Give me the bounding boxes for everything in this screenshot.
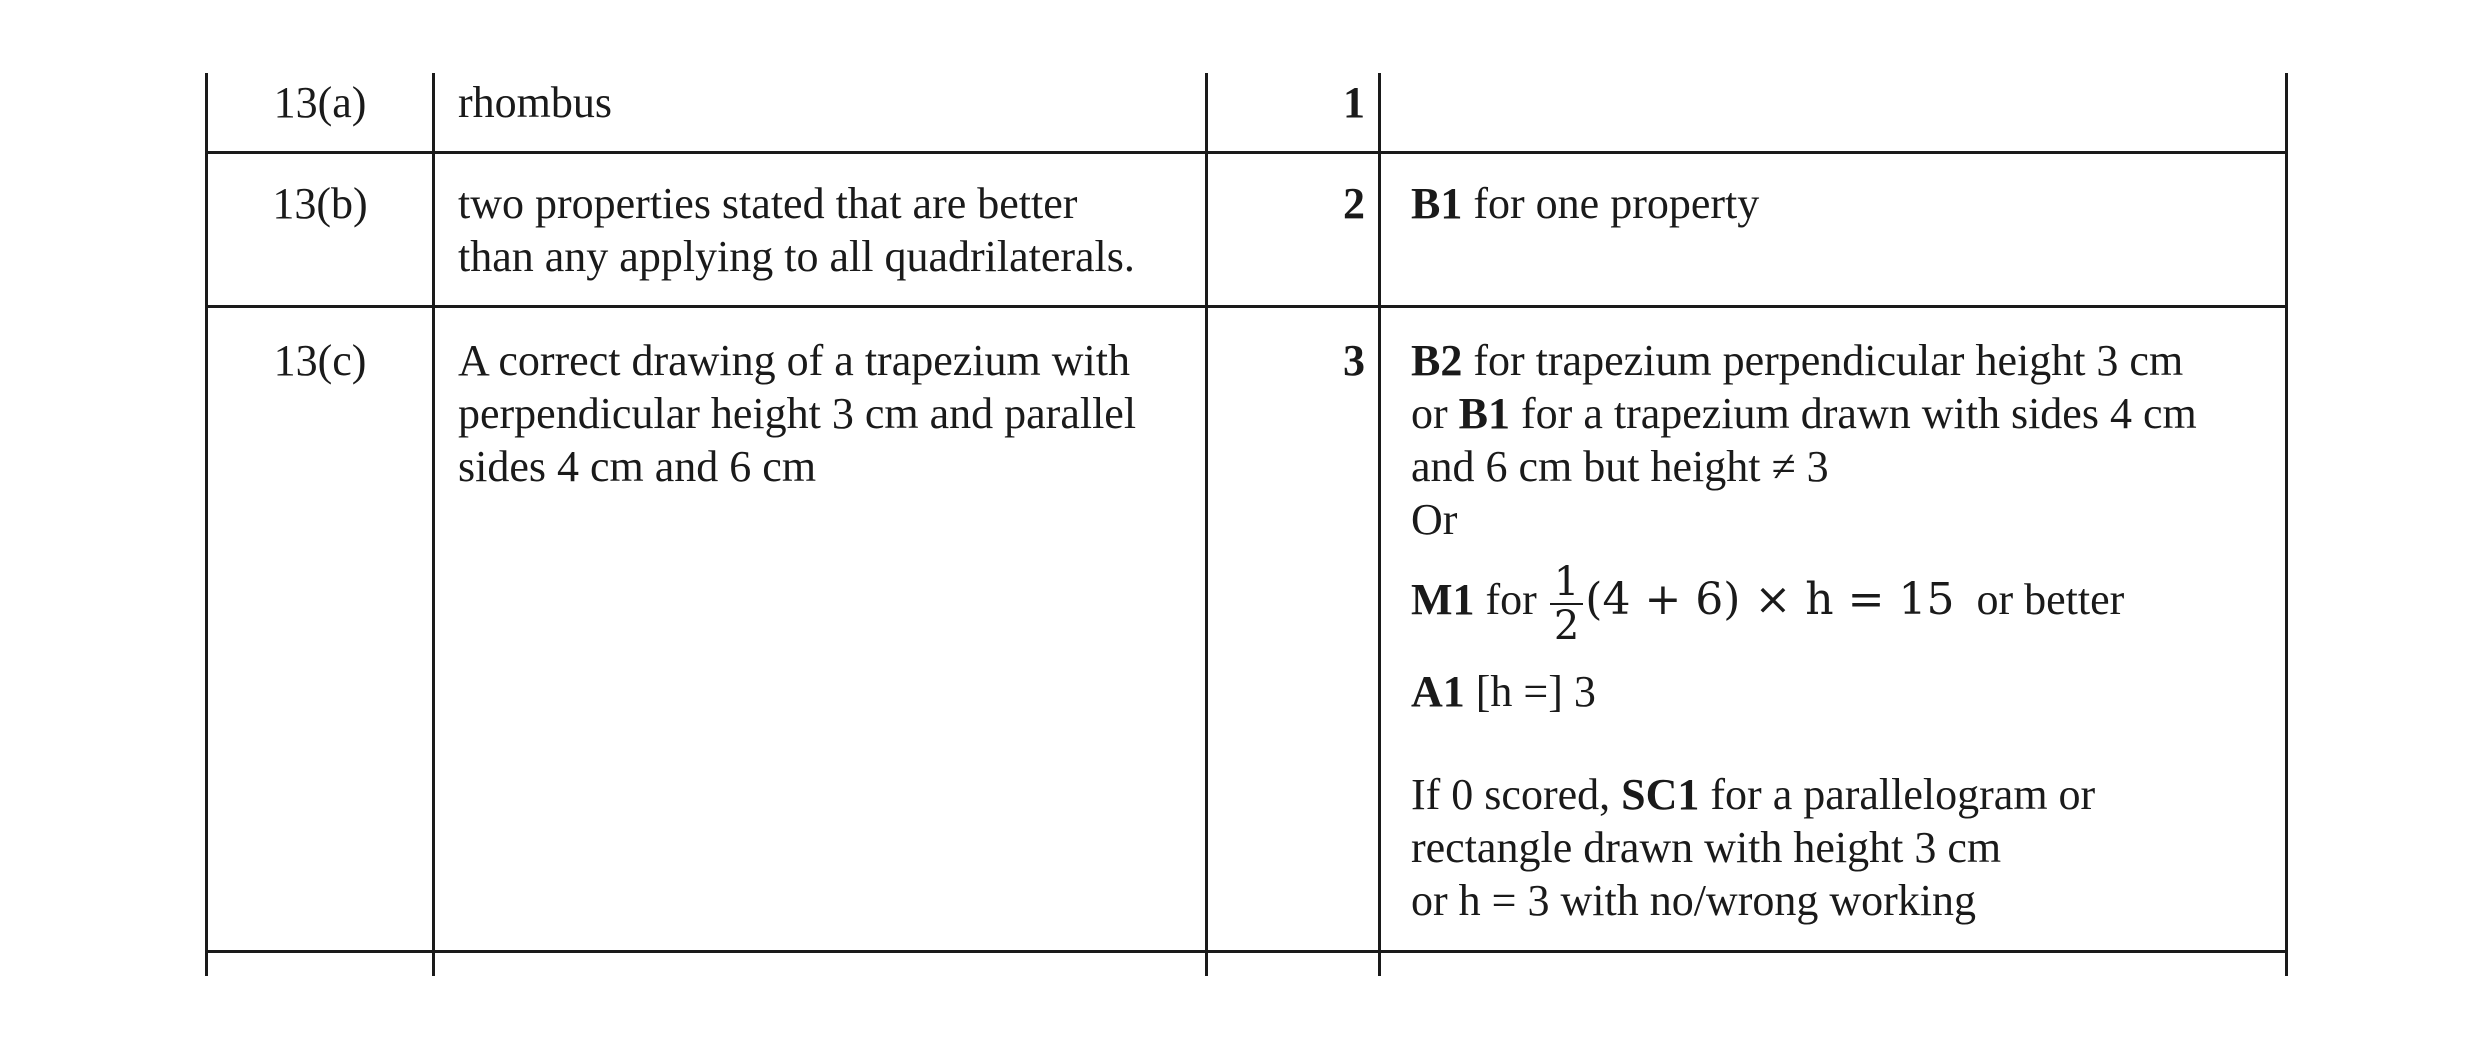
mark-code: B1	[1411, 179, 1463, 228]
guidance-a1	[1411, 665, 1596, 718]
guidance-sc1-line3: or h = 3 with no/wrong working	[1411, 876, 1976, 925]
guidance-b2	[1411, 334, 2183, 387]
fraction-numerator: 1	[1553, 558, 1580, 605]
answer-line: than any applying to all quadrilaterals.	[458, 232, 1135, 281]
fraction-one-half	[1550, 558, 1583, 649]
question-number: 13(b)	[272, 179, 368, 228]
row-divider-3	[205, 950, 2288, 953]
guidance-phrase: If 0 scored,	[1411, 770, 1622, 819]
guidance-phrase: for trapezium perpendicular height 3 cm	[1462, 336, 2184, 385]
guidance-b1	[1411, 387, 2197, 440]
row-divider-1	[205, 151, 2288, 154]
guidance-phrase: for a trapezium drawn with sides 4 cm	[1510, 389, 2197, 438]
guidance-b1-continued: and 6 cm but height ≠ 3	[1411, 442, 1829, 491]
guidance-phrase: for a parallelogram or	[1699, 770, 2096, 819]
answer-text	[458, 334, 1136, 493]
guidance-sc1-line2: rectangle drawn with height 3 cm	[1411, 823, 2002, 872]
answer-line: sides 4 cm and 6 cm	[458, 442, 817, 491]
math-expression: (4 + 6) × h = 15	[1585, 574, 1955, 625]
guidance-m1	[1411, 555, 2124, 647]
guidance-text	[1411, 177, 1759, 230]
answer-text: rhombus	[458, 78, 612, 127]
table-divider-mark	[1378, 73, 1381, 976]
guidance-phrase: or better	[1954, 575, 2125, 624]
answer-text	[458, 177, 1135, 283]
guidance-or: Or	[1411, 495, 1458, 544]
mark-value: 3	[1343, 336, 1365, 385]
answer-line: A correct drawing of a trapezium with	[458, 336, 1130, 385]
mark-code: M1	[1411, 575, 1475, 624]
question-number: 13(c)	[273, 336, 367, 385]
mark-code: B1	[1458, 389, 1511, 438]
answer-line: two properties stated that are better	[458, 179, 1078, 228]
mark-code: B2	[1411, 336, 1463, 385]
guidance-phrase: for	[1474, 575, 1548, 624]
mark-value: 1	[1343, 78, 1365, 127]
mark-code: A1	[1411, 667, 1465, 716]
answer-line: perpendicular height 3 cm and parallel	[458, 389, 1137, 438]
guidance-phrase: or	[1411, 389, 1459, 438]
question-number: 13(a)	[273, 78, 367, 127]
table-border-right	[2285, 73, 2288, 976]
table-divider-answer	[1205, 73, 1208, 976]
mark-code: SC1	[1621, 770, 1700, 819]
mark-value: 2	[1343, 179, 1365, 228]
guidance-phrase: for one property	[1462, 179, 1760, 228]
fraction-denominator: 2	[1550, 603, 1583, 647]
guidance-phrase: [h =] 3	[1464, 667, 1596, 716]
row-divider-2	[205, 305, 2288, 308]
guidance-sc1	[1411, 768, 2095, 821]
